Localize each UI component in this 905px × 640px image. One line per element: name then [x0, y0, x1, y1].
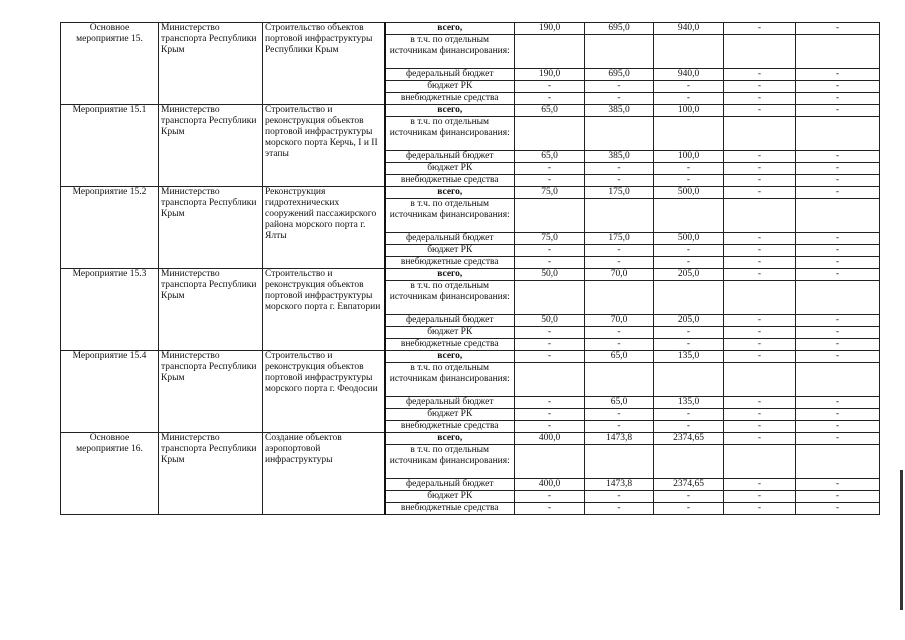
- amount-cell: -: [515, 503, 585, 515]
- amount-cell: [724, 363, 796, 397]
- amount-cell: -: [654, 491, 724, 503]
- funding-source-label: бюджет РК: [385, 409, 515, 421]
- amount-cell: [585, 445, 654, 479]
- scan-edge-mark: [900, 470, 903, 610]
- amount-cell: -: [515, 163, 585, 175]
- amount-cell: [724, 35, 796, 69]
- amount-cell: [585, 363, 654, 397]
- table-row: [61, 23, 880, 35]
- funding-source-label: внебюджетные средства: [385, 93, 515, 105]
- amount-cell: -: [724, 23, 796, 35]
- amount-cell: -: [724, 257, 796, 269]
- amount-cell: -: [796, 339, 880, 351]
- funding-source-label: всего,: [385, 433, 515, 445]
- amount-cell: [654, 281, 724, 315]
- amount-cell: -: [654, 93, 724, 105]
- amount-cell: -: [585, 81, 654, 93]
- activity-name: Мероприятие 15.4: [61, 351, 159, 433]
- amount-cell: -: [585, 245, 654, 257]
- amount-cell: -: [796, 257, 880, 269]
- funding-source-label: федеральный бюджет: [385, 397, 515, 409]
- amount-cell: -: [654, 339, 724, 351]
- funding-source-label: всего,: [385, 105, 515, 117]
- amount-cell: [654, 117, 724, 151]
- amount-cell: 940,0: [654, 69, 724, 81]
- table-body: [61, 23, 880, 515]
- amount-cell: [654, 199, 724, 233]
- amount-cell: -: [724, 327, 796, 339]
- amount-cell: -: [654, 327, 724, 339]
- amount-cell: [796, 445, 880, 479]
- funding-source-label: внебюджетные средства: [385, 421, 515, 433]
- table-row: [61, 351, 880, 363]
- funding-source-label: в т.ч. по отдельным источникам финансирования:: [385, 199, 515, 233]
- amount-cell: -: [724, 151, 796, 163]
- amount-cell: 50,0: [515, 269, 585, 281]
- table-row: [61, 187, 880, 199]
- funding-source-label: бюджет РК: [385, 327, 515, 339]
- amount-cell: -: [515, 421, 585, 433]
- funding-source-label: в т.ч. по отдельным источникам финансирования:: [385, 117, 515, 151]
- amount-cell: 500,0: [654, 187, 724, 199]
- amount-cell: 65,0: [585, 351, 654, 363]
- amount-cell: [585, 281, 654, 315]
- amount-cell: 135,0: [654, 397, 724, 409]
- amount-cell: 75,0: [515, 187, 585, 199]
- activity-name: Мероприятие 15.3: [61, 269, 159, 351]
- activity-description: Создание объектов аэропортовой инфраструктуры: [263, 433, 385, 515]
- amount-cell: -: [796, 23, 880, 35]
- amount-cell: [724, 199, 796, 233]
- amount-cell: -: [796, 479, 880, 491]
- amount-cell: -: [724, 491, 796, 503]
- amount-cell: -: [654, 257, 724, 269]
- amount-cell: 65,0: [585, 397, 654, 409]
- funding-source-label: федеральный бюджет: [385, 69, 515, 81]
- amount-cell: -: [585, 503, 654, 515]
- amount-cell: -: [724, 315, 796, 327]
- amount-cell: -: [654, 175, 724, 187]
- amount-cell: -: [724, 433, 796, 445]
- amount-cell: -: [515, 93, 585, 105]
- amount-cell: -: [724, 69, 796, 81]
- amount-cell: [796, 363, 880, 397]
- activity-executor: Министерство транспорта Республики Крым: [159, 105, 263, 187]
- activity-description: Реконструкция гидротехнических сооружений пассажирского района морского порта г. Ялты: [263, 187, 385, 269]
- amount-cell: [796, 199, 880, 233]
- amount-cell: -: [796, 175, 880, 187]
- activity-name: Мероприятие 15.2: [61, 187, 159, 269]
- amount-cell: 1473,8: [585, 479, 654, 491]
- amount-cell: -: [796, 433, 880, 445]
- amount-cell: -: [724, 409, 796, 421]
- amount-cell: -: [585, 339, 654, 351]
- amount-cell: -: [585, 421, 654, 433]
- amount-cell: -: [724, 81, 796, 93]
- amount-cell: 205,0: [654, 315, 724, 327]
- amount-cell: [796, 35, 880, 69]
- amount-cell: -: [796, 409, 880, 421]
- amount-cell: [654, 35, 724, 69]
- amount-cell: 100,0: [654, 151, 724, 163]
- amount-cell: [585, 35, 654, 69]
- funding-source-label: всего,: [385, 351, 515, 363]
- table-row: [61, 433, 880, 445]
- amount-cell: -: [585, 327, 654, 339]
- amount-cell: [515, 117, 585, 151]
- funding-source-label: в т.ч. по отдельным источникам финансирования:: [385, 35, 515, 69]
- amount-cell: -: [724, 175, 796, 187]
- amount-cell: -: [585, 175, 654, 187]
- amount-cell: -: [585, 409, 654, 421]
- amount-cell: [796, 117, 880, 151]
- amount-cell: -: [724, 503, 796, 515]
- funding-source-label: внебюджетные средства: [385, 503, 515, 515]
- funding-source-label: федеральный бюджет: [385, 233, 515, 245]
- funding-source-label: внебюджетные средства: [385, 257, 515, 269]
- amount-cell: 2374,65: [654, 433, 724, 445]
- amount-cell: 400,0: [515, 433, 585, 445]
- amount-cell: -: [515, 257, 585, 269]
- amount-cell: [724, 445, 796, 479]
- amount-cell: [654, 363, 724, 397]
- activity-name: Основное мероприятие 16.: [61, 433, 159, 515]
- activity-executor: Министерство транспорта Республики Крым: [159, 269, 263, 351]
- activity-description: Строительство и реконструкция объектов портовой инфраструктуры морского порта Керчь, I и II этапы: [263, 105, 385, 187]
- amount-cell: [515, 35, 585, 69]
- amount-cell: 70,0: [585, 315, 654, 327]
- amount-cell: -: [724, 421, 796, 433]
- table-row: [61, 269, 880, 281]
- amount-cell: 70,0: [585, 269, 654, 281]
- amount-cell: -: [585, 93, 654, 105]
- amount-cell: 190,0: [515, 23, 585, 35]
- funding-source-label: бюджет РК: [385, 491, 515, 503]
- amount-cell: 695,0: [585, 23, 654, 35]
- amount-cell: 695,0: [585, 69, 654, 81]
- amount-cell: 500,0: [654, 233, 724, 245]
- amount-cell: -: [724, 397, 796, 409]
- amount-cell: [724, 281, 796, 315]
- amount-cell: 940,0: [654, 23, 724, 35]
- amount-cell: 175,0: [585, 233, 654, 245]
- amount-cell: -: [515, 327, 585, 339]
- funding-source-label: в т.ч. по отдельным источникам финансирования:: [385, 445, 515, 479]
- amount-cell: 135,0: [654, 351, 724, 363]
- amount-cell: -: [724, 339, 796, 351]
- amount-cell: [585, 199, 654, 233]
- funding-source-label: всего,: [385, 23, 515, 35]
- activity-description: Строительство и реконструкция объектов портовой инфраструктуры морского порта г. Феодосии: [263, 351, 385, 433]
- amount-cell: -: [796, 269, 880, 281]
- amount-cell: -: [585, 491, 654, 503]
- funding-source-label: всего,: [385, 269, 515, 281]
- amount-cell: [796, 281, 880, 315]
- amount-cell: 1473,8: [585, 433, 654, 445]
- amount-cell: 385,0: [585, 151, 654, 163]
- amount-cell: [515, 445, 585, 479]
- amount-cell: -: [796, 69, 880, 81]
- amount-cell: 2374,65: [654, 479, 724, 491]
- amount-cell: -: [724, 105, 796, 117]
- amount-cell: -: [654, 421, 724, 433]
- amount-cell: 50,0: [515, 315, 585, 327]
- amount-cell: 75,0: [515, 233, 585, 245]
- amount-cell: 65,0: [515, 105, 585, 117]
- amount-cell: -: [724, 351, 796, 363]
- amount-cell: -: [796, 315, 880, 327]
- document-page: [60, 22, 879, 515]
- amount-cell: [515, 281, 585, 315]
- amount-cell: -: [724, 93, 796, 105]
- amount-cell: -: [796, 397, 880, 409]
- amount-cell: -: [724, 269, 796, 281]
- amount-cell: -: [796, 93, 880, 105]
- funding-source-label: федеральный бюджет: [385, 151, 515, 163]
- amount-cell: [724, 117, 796, 151]
- amount-cell: -: [515, 409, 585, 421]
- activity-executor: Министерство транспорта Республики Крым: [159, 187, 263, 269]
- funding-source-label: бюджет РК: [385, 245, 515, 257]
- amount-cell: -: [515, 339, 585, 351]
- amount-cell: -: [585, 163, 654, 175]
- activity-executor: Министерство транспорта Республики Крым: [159, 23, 263, 105]
- funding-source-label: внебюджетные средства: [385, 339, 515, 351]
- amount-cell: 175,0: [585, 187, 654, 199]
- amount-cell: -: [796, 503, 880, 515]
- amount-cell: 100,0: [654, 105, 724, 117]
- amount-cell: -: [796, 163, 880, 175]
- funding-source-label: в т.ч. по отдельным источникам финансирования:: [385, 281, 515, 315]
- amount-cell: -: [724, 163, 796, 175]
- activity-executor: Министерство транспорта Республики Крым: [159, 351, 263, 433]
- amount-cell: -: [796, 245, 880, 257]
- funding-source-label: в т.ч. по отдельным источникам финансирования:: [385, 363, 515, 397]
- amount-cell: 190,0: [515, 69, 585, 81]
- activity-executor: Министерство транспорта Республики Крым: [159, 433, 263, 515]
- amount-cell: [515, 363, 585, 397]
- amount-cell: -: [654, 245, 724, 257]
- amount-cell: -: [796, 233, 880, 245]
- amount-cell: -: [796, 187, 880, 199]
- funding-source-label: бюджет РК: [385, 81, 515, 93]
- amount-cell: 65,0: [515, 151, 585, 163]
- amount-cell: 205,0: [654, 269, 724, 281]
- amount-cell: -: [724, 245, 796, 257]
- amount-cell: -: [515, 81, 585, 93]
- amount-cell: 400,0: [515, 479, 585, 491]
- funding-source-label: федеральный бюджет: [385, 315, 515, 327]
- funding-source-label: федеральный бюджет: [385, 479, 515, 491]
- amount-cell: -: [796, 421, 880, 433]
- amount-cell: -: [515, 245, 585, 257]
- amount-cell: -: [724, 187, 796, 199]
- amount-cell: [585, 117, 654, 151]
- amount-cell: -: [654, 503, 724, 515]
- amount-cell: -: [654, 81, 724, 93]
- activity-description: Строительство объектов портовой инфраструктуры Республики Крым: [263, 23, 385, 105]
- amount-cell: -: [515, 397, 585, 409]
- amount-cell: -: [796, 491, 880, 503]
- amount-cell: -: [515, 175, 585, 187]
- amount-cell: -: [796, 81, 880, 93]
- table-row: [61, 105, 880, 117]
- amount-cell: [515, 199, 585, 233]
- funding-source-label: внебюджетные средства: [385, 175, 515, 187]
- financing-table: [60, 22, 880, 515]
- amount-cell: -: [515, 351, 585, 363]
- amount-cell: -: [654, 163, 724, 175]
- activity-description: Строительство и реконструкция объектов портовой инфраструктуры морского порта г. Евпатории: [263, 269, 385, 351]
- activity-name: Мероприятие 15.1: [61, 105, 159, 187]
- amount-cell: -: [796, 327, 880, 339]
- funding-source-label: всего,: [385, 187, 515, 199]
- amount-cell: -: [724, 233, 796, 245]
- amount-cell: -: [585, 257, 654, 269]
- amount-cell: [654, 445, 724, 479]
- amount-cell: -: [796, 105, 880, 117]
- amount-cell: -: [654, 409, 724, 421]
- activity-name: Основное мероприятие 15.: [61, 23, 159, 105]
- amount-cell: -: [724, 479, 796, 491]
- amount-cell: -: [796, 351, 880, 363]
- amount-cell: -: [515, 491, 585, 503]
- funding-source-label: бюджет РК: [385, 163, 515, 175]
- amount-cell: -: [796, 151, 880, 163]
- amount-cell: 385,0: [585, 105, 654, 117]
